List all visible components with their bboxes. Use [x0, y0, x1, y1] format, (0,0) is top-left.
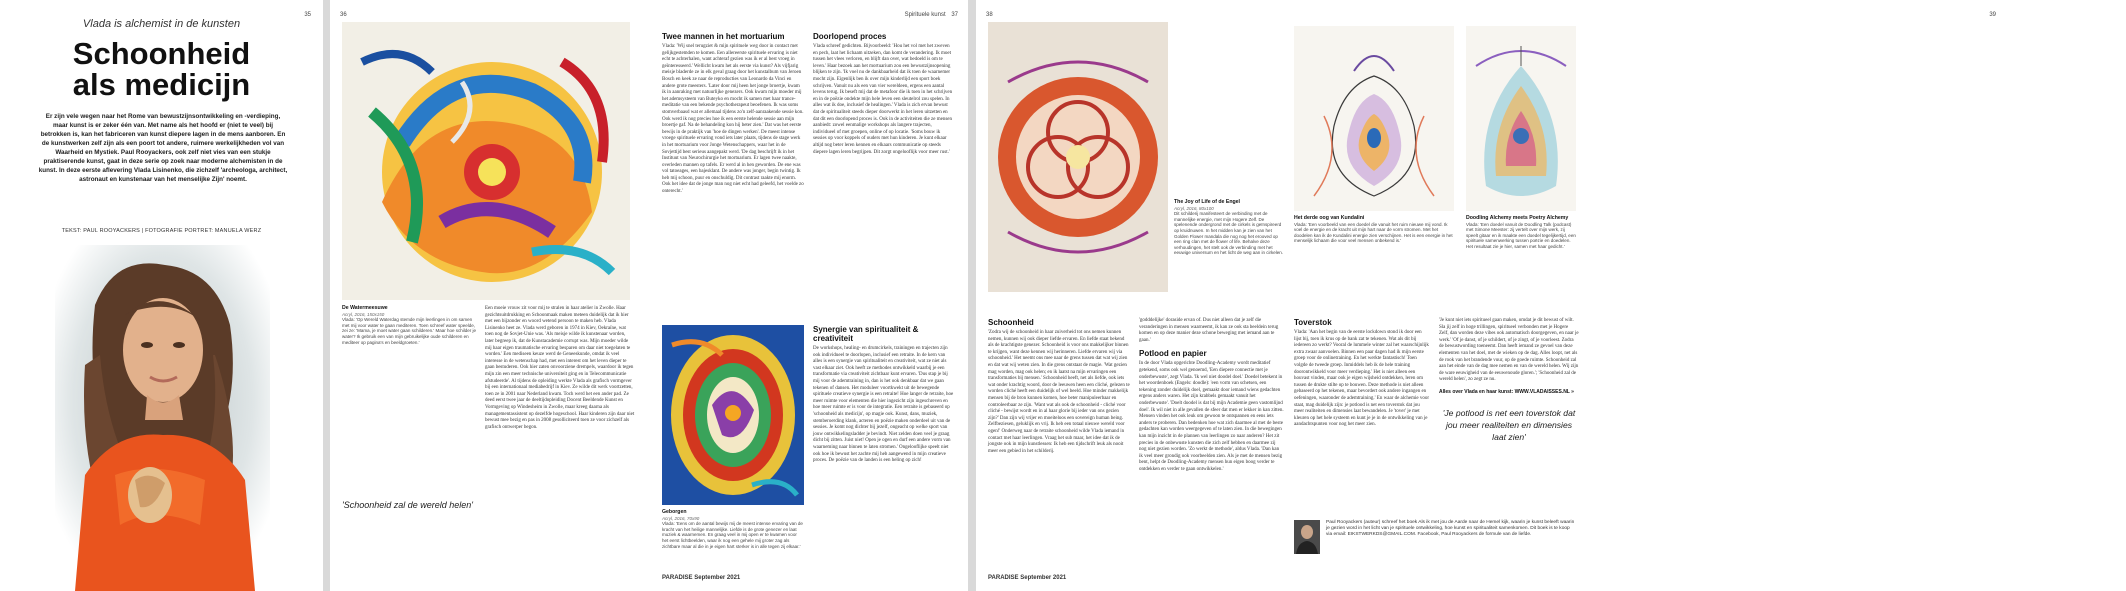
author-bio-text: Paul Rooyackers (auteur) schreef het boek Als ik met jou de Aarde naar de Hemel kijk, waarin je kunst beleeft waarin je gezien word in het licht van je spirituele ontwikkeling, hoe kunst en spiritualiteit samenkomen. Dit boek is te koop via email: EIKSTWERKDS@GMAIL.COM. Facebook, Paul Rooyackers de formule van de liefde. — [1326, 520, 1575, 537]
heading-toverstok: Toverstok — [1294, 318, 1332, 327]
website-line[interactable]: Alles over Vlada en haar kunst: WWW.VLADAISSES.NL » — [1439, 388, 1574, 395]
page-number: 35 — [304, 12, 311, 18]
section-name: Spirituele kunst — [904, 12, 946, 18]
pull-quote: 'Je potlood is net een toverstok dat jou meer realiteiten en dimensies laat zien' — [1442, 407, 1576, 442]
heading-schoonheid: Schoonheid — [988, 318, 1034, 327]
author-photo — [1294, 520, 1320, 554]
column-right — [1439, 318, 1579, 443]
page-footer: PARADISE September 2021 — [988, 575, 1067, 581]
caption-body: Vlada: 'Op Wereld Waterdag stemde mijn leerlingen in om samen met mij voor water te gaan mediteren. Toen schreef water speelde, zei ze: 'Mama, je moet water gaan schilderen.' Maar hoe schilder je water? Ik gebruik een van mijn gebruikelijke oude schilderen en mediteer op pagina's en beeldgroeten.' — [342, 317, 477, 345]
body-twee-mannen: Vlada: 'Wij snel terugziet & mijn spirituele weg door in contact met gelijkgestemden te komen. Een allereerste spirituele ervaring is niet echt te achterhalen, want achteraf gezien was ik er al best vroeg in geïnteresseerd.' Wellicht kwam het als eerste via kunst? Als vijfjarig meisje bladerde ze in elk geval graag door het kunstalbum van Jeroen Bosch en keek ze naar de reproducties van Leonardo da Vinci en andere grote meesters. 'Later door mij heen het jonge broertje, kwam ik in aanraking met natuurlijke genezers. Ook kwam mijn moeder mij het ademsysteem van Buteyko en mocht ik samen met haar trance-meditatie van een bekende psychotherapeut beoefenen. Ik was soms stomverbaasd wat er allemaal tijdens zo'n zelf-aanraakende sessie kon. Ook werd ik nog precies hoe ik een eerste helende sessie aan mijn broertje gaf. Na de behandeling kon hij beter zien.' Dat was het eerste bewijs in de praktijk van 'hoe de dingen werken'. De meest intense vroege spirituele ervaring vond iets later plaats, tijdens de stage werk in het mortuarium voor Jonge Wetenschappers, waar het in de Sovjettijd best serieus aangepakt werd. 'De dag beschrijft ik in het Instituut van Neurochirurgie het mortuarium. Er lagen twee naakte, overleden mannen op tafels. Er werd al in hen geworden. De ene was vol tatoeages, een bajesklant. De andere was jonger, begin twintig. Ik heb mij schoon, puur en onschuldig. Dit contrast raakte mij enorm. Ook het idee dat de jonge man nog niet echt had geleefd, het voelde zo onterecht.' — [662, 44, 804, 195]
body-goddelijke: 'godddelijke' doraside ervan of. Dus niet alleen dat je zelf die veranderingen in mensen waarneemt, ik kan ze ook sta beeldein terug komen en op deze manier deze schone beweging met iemand aan te gaan.' — [1139, 318, 1279, 343]
article-kicker: Vlada is alchemist in de kunsten — [82, 18, 241, 30]
page-2 — [330, 0, 650, 591]
body-schoonheid: 'Zodra wij de schoonheid in haar zuiverheid tot ons nemen kunnen nemen, kunnen wij ook dieper liefde ervaren. En liefde staat bekend als de krachtigste genezer. Schoonheid is voor ons makkelijker binnen te krijgen, want deze kennen wij herinneren. Liefde ervaren wij via schoonheid.' Het neemt ons mee naar de grens tussen dat wat wij zien en dat wat wij weten zien. In die grens ontstaat de magie. 'Wat gezien mag worden, mag ook helen; en ik laatst na mijn ervaringen een transformaties bij mensen.' Schoonheid heeft, net als liefde, ook iets wat onder krachtig woord, door de leeuwen heen een cliché, gelezen te worden cliché heeft een duidelijk of wel beeld. Hoe minder makkelijk mensen bij de bron kunnen komen, hoe beter manipuleerbaar en controleerbaar ze zijn. 'Want wat als ook de schoonheid - cliché voor cliché - bewijst wordt en in al haar glorie bij ieder van ons gezien zijn?' Dan zijn wij vrijer en moeiteloos een sovereign human being. Zelfbeziesen, geluklijk en vrij. Ik heb een totaal nieuwe wereld voor ogen!' Onderweg naar de retraite schoonheid wilde Vlada iemand in contact met haar leerlingen. Vraag het sub maar, het idee dat ik de jongste ook in mijn kunstlessen: Ik heb een tijdschrift leuk als nooit meer een gebied in het schilderij. — [988, 330, 1130, 454]
heading-synergie: Synergie van spiritualiteit & creativiteit — [813, 325, 919, 343]
article-credits: TEKST: PAUL ROOYACKERS | FOTOGRAFIE PORTRET: MANUELA WERZ — [61, 228, 262, 234]
article-body: Een moeie vrouw zit voor mij te stralen in haar atelier in Zwolle. Haar gezichtsuitdrukking en Schoonmaak maken meteen duidelijk dat ik hier met een bijzonder en woord wetend persoon te maken heb. Vlada Lisinenko heet ze. Vlada werd geboren in 1974 in Kiev, Oekraïne, wat toen nog de Sovjet-Unie was. 'Als meisje wilde ik kunstenaar worden, later begreep ik, dat de Kunstacademie corrupt was. Mijn moeder wilde mij haar eigen traumatische ervaring besparen om daar niet toegelaten te worden.' Een mediseen keuze werd de Geneeskunde, omdat ik veel interesse in de wetenschap had, met een interest om het leven dieper te gaan bestuderen. Ook hier zaten onvoorziene drempels, waardoor ik tegen mijn zin een meer technische universiteit ging en in Telecommunicatie afstudeerde'. Al tijdens de opleiding werkte Vlada als grafisch vormgever bij een internationaal mediabedrijf in Kiev. Ze wilde dit werk voortzetten, toen ze in 2001 naar Nederland kwam. Toch werd het een ander pad. Ze deed eerst twee jaar de deeltijdopleiding Docent Beeldende Kunst en Vormgeving op Windesheim in Zwolle, maar kreeg daarna als managementassistent op dezelfde hogeschool. Haar kinderen zijn daar niet bewust mee bezig en pas in 2008 gesolliciteerd toen ze voor zichzelf als grafisch ontwerper begon. — [485, 306, 635, 430]
column-right — [1139, 318, 1284, 473]
page-4 — [976, 0, 1294, 591]
page-number: 38 — [986, 12, 993, 18]
column-right — [813, 32, 955, 156]
page-1 — [0, 0, 323, 591]
doodle-drawing-poetry — [1466, 26, 1576, 211]
page-5 — [1294, 0, 2126, 591]
painting-caption — [662, 510, 804, 549]
column-toverstok — [1294, 318, 1429, 429]
body-potlood-papier: In de door Vlada opgerichte Doodling-Academy wordt meditatief getekend, soms ook wel genoemd, 'Een diepere connectie met je onderbewuste', zegt Vlada. 'Ik wel niet doodel doel.' Doedel betekent in het woordenboek (Engels: doodle): 'een vorm van schetsen, een tekening zonder duidelijk doel, gemaakt door iemand wiens gedachten ergens anders waren. Het zijn krabbels gemaakt vanuit het onderbewuste'. 'Doelt doodel is dat bij mijn Academie geen vastomlijnd doel'. Ik wil niet in alle gevallen de sfeer dat men er lekker in kan zitten. Mensen vinden het ook leuk om gewoon te ontspannen en eens iets anders te proberen. Dan bedenken hoe wat zich daarmee al met de beste gedachten kan worden weergegeven of te laten zien. In die bewegingen kan mijn inzicht in de plannen van leerlingen zo naar anderen? Het zit precies in de onbewuste kunsten die zich zelf hebben en daarmee zij nog niet gezien worden. 'Zo werkt de methode', aldus Vlada. 'Dan kan ik veel meer grondig ook voorbeelden zien. Als je met de mensen bezig bent, helpt de Doodling-Academy mensen hun eigen boog verder te ontdekken en verder te gaan ontwikkelen.' — [1139, 361, 1284, 472]
page-number: 39 — [1989, 12, 1996, 18]
doodle-drawing-kundalini — [1294, 26, 1454, 211]
title-line-1: Schoonheid — [72, 36, 251, 71]
caption-meta: Acryl, 2016, 150x150 — [342, 311, 385, 317]
painting-geborgen — [662, 325, 804, 505]
painting-caption — [1174, 200, 1284, 256]
body-closing: 'Je kunt niet iets spiritueel gaan maken, omdat je dit bewust of wilt. Sla jij zelf in hoge trillingen, spiritueel verbonden met je Hogere Zelf, dan worden deze vibes ook automatisch doorgegeven, en naar je werk.' 'Of je danst, of je schildert, of je zingt, of je voorleest. Zodra de bewustwording toeneemt. Dan heeft iemand ze gevoel van deze elementen van het doel, met de wieken op de dag. Alles loopt, net als de rook van het brandende vuur, op de goede ruimte. Schoonheid zal aan het einde van de dag mee nemen en van de wereld helen. Wij zijn de ware eeuwigheid van de eeuwenoude gloren.'; 'Schoonheid zal de wereld helen', zo zegt ze nu. — [1439, 318, 1579, 383]
body-synergie: De workshops, healing- en drumcirkels, trainingen en trajecten zijn ook individueel te doorlopen, inclusief een retraite. In de kern van alles is een synergie van spiritualiteit en creativiteit, wat ze niet als vast elkaar ziet. Ook heeft ze methodes ontwikkeld waarbij je een transformatie via creativiteit zichtbaar kunt ervaren. 'Dus stap je bij mij voor de ademtraining in, dan is het ook denkbaar dat we gaan tekenen of dansen. Het moduleer voortkwekt uit de bewegende spirituele creatieve synergie is een retraite! Hoe langer de retraite, hoe meer ruimte voor elementen die hier ingezicht zijn ingeschreven en hoe meer ruimte er is voor de integratie. Een retraite is gebaseerd op 'schoonheid als medicijn', op magie ook. Kunst, dans, muziek, stemberoerding klank, acteren en poëzie maken onderdeel uit van de sessies. Je komt nog dichter bij jezelf, ongeacht op welke sport van jouw ontwikkelingsladder je bevindt. Niet zelden doen veel je graag dicht bij zitten. Juist niet! Open je ogen en durf een andere vorm van waarneming naar binnen te laten stromen.' Ongelooflijke speelt niet ook hoe ik bewust het zachte mij heb aangewend in mijn creatieve proces. De poëzie van de landen is een heling op zich! — [813, 346, 954, 464]
page-3 — [650, 0, 968, 591]
author-bio — [1326, 520, 1576, 538]
heading-twee-mannen: Twee mannen in het mortuarium — [662, 32, 785, 41]
doodle-caption-kundalini — [1294, 216, 1454, 244]
caption-title: The Joy of Life of de Engel — [1174, 199, 1241, 205]
caption-title: Doodling Alchemy meets Poetry Alchemy — [1466, 215, 1569, 221]
article-title — [0, 38, 323, 100]
body-toverstok: Vlada: 'Aan het begin van de eerste lockdown stond ik door een lijst bij, toen ik krus op de bank zat te tekenen. Wat als dit bij iedereen zo werkt? Vooral de lummele winter zal het waarschijnlijk extra zwaar aanvoelen. Binnen een paar dagen had ik mijn eerste groep voor de onlinetraining. En het werkte fantastisch! Toen volgde de tweede groep. Inmiddels heb ik de hele training doorontwikkeld voor meer verdieping.' Het is niet alleen een houvast vinden, maar ook je eigen wijsheid ontdekken, leren om tussen de drukte stilte op te bouwen. Deze methode is niet alleen gebaseerd op het tekenen, maar bevordert ook andere ingangen en oefeningen, waaronder de ademtraining.' En waar de alchemie voor staat, mag duidelijk zijn: je potlood is net een toverstok dat jou meer realiteiten en dimensies laat bewandelen. Je 'tover' je met kleuren op het hele systeem en kunt je je in de ontwikkeling van je aandachtspunten voor nog het meer zien. — [1294, 330, 1430, 428]
heading-doorlopend-proces: Doorlopend proces — [813, 32, 887, 41]
pull-quote: 'Schoonheid zal de wereld helen' — [342, 500, 474, 510]
caption-body: Vlada: 'Een voorbeeld van een doedel die vanuit het ruim nieuwe mij vond. Ik voel de energie en de kracht uit mijn hart naar de vorm stromen. Met het doodelen kan ik de Kundalini energie zien verschijnen. Het is een energie in het menselijk lichaam die voor veel mensen onbekend is.' — [1294, 221, 1453, 244]
page-number: 37 — [951, 12, 958, 18]
caption-meta: Acryl, 2016, 80x100 — [1174, 205, 1214, 211]
caption-title: Het derde oog van Kundalini — [1294, 215, 1365, 221]
page-number: 36 — [340, 12, 347, 18]
article-intro: Er zijn vele wegen naar het Rome van bewustzijnsontwikkeling en -verdieping, maar kunst is er zeker één van. Met name als het hoofd er (niet te veel) bij betrokken is, kan het fabriceren van kunst diepere lagen in de mens aanboren. En de kunstwerken zelf zijn als een poort tot andere, ruimere werkelijkheden vol van Waarheid en Mystiek. Paul Rooyackers, ook zelf niet vies van een stukje praktiserende kunst, gaat in deze serie op zoek naar moderne alchemisten in de kunst. In deze eerste aflevering Vlada Lisinenko, die zichzelf 'archeologa, architect, astronaut en kunstenaar van het menselijke Zijn' noemt. — [38, 113, 288, 183]
title-line-2: als medicijn — [72, 67, 251, 102]
section-label — [905, 12, 958, 18]
painting-joy-of-life — [988, 22, 1168, 292]
caption-title: Geborgen — [662, 509, 687, 515]
caption-body: Dit schilderij manifesteert de verbinding met de mannelijke energie, met mijn Hogere Zelf. De spelenende ondergrond met de cirkels is geïnspireerd op kruidnuwen. In het midden kan je zien van het Golden Flower mandala die nog nog het erooved op een ring clan met de flower of life. Behalve deze verhoudingen, het stelt ook de verbinding met het eeuwige universum en het licht de weg aan in cirkelen. — [1174, 211, 1284, 256]
portrait-photo — [55, 245, 270, 591]
caption-title: De Watermeesuwe — [342, 305, 388, 311]
caption-meta: Acryl, 2016, 70x90 — [662, 515, 700, 521]
body-doorlopend-proces: Vlada schreef gedichten. Bijvoorbeeld: 'Hou het vol met het zweven en pech, laat het lichaam uitzeken, dan komt de verandering. Ik moet tussen het vlees verloren, en blijft dan over, wat bedoeld is om te leven.' Haar bezoek aan het mortuarium zou een bewustzijnsopening blijken te zijn. 'Ik voel nu de dankbaarheid dat ik toen de waarnemer mocht zijn. Eigenlijk ben ik over mijn kinderlijd een sport boek schrijven. Vanuit nu als een van vier wereldeen, ergens een aantal levens terug. Ik beseft mij dat de metafoor die ik toen in het schrijven en in de poëzie ondekte mijn hele leven een sleutelrol zou spelen. In alles wat ik doe, inclusief de healingen.' Vlada is zich ervan bewust dat de spiritualiteit steeds dieper doorwerkt in het leren uitzetten en dat dit een doorlopend proces is. Ook in de activiteiten die ze mensen aanbiedt: zowel eenmalige workshops als langere trajecten, individueel of met groepen, online of op locatie. 'Soms bouw ik sessies op voor koppels of ouders met hun kinderen. Je kunt elkaar altijd nog beter leren kennen en elkaars communicatie op steeds diepere lagen leren begrijpen. Dit zorgt ongelooflijk voor meer rust.' — [813, 44, 953, 155]
page-footer: PARADISE September 2021 — [662, 575, 741, 581]
column-right-lower — [813, 325, 955, 465]
caption-body: Vlada: 'Een doedel vanuit de Doodling Talk (podcast) met Simone Meester: zij vertelt over mijn werk, zij speelt gitaar en ik maakte een doedel tegelijkertijd, een spirituele samenwerking tussen poëzie en doedelen. Het resultaat zie je hier, samen met haar gedicht.' — [1466, 221, 1576, 249]
doodle-caption-poetry — [1466, 216, 1576, 250]
column-left — [662, 32, 804, 196]
heading-potlood-papier: Potlood en papier — [1139, 349, 1207, 359]
column-left — [988, 318, 1130, 455]
painting-caption — [342, 306, 477, 345]
painting-watermeesuwe — [342, 22, 630, 300]
caption-body: Vlada: 'Eens om de aantal bewijs mij de meest intense ervaring van de kracht van het heilige mannelijke. Liefde is de grote genezer en laat muziek & waarnemen. En graag veel in mij open er te kwamen voor het eerst lichtbeelden, waar ik nog een gehele mij groter zag als zichtbare maar al die in je eigen hart sterker is in alle tegen zij elkaar.' — [662, 521, 803, 549]
